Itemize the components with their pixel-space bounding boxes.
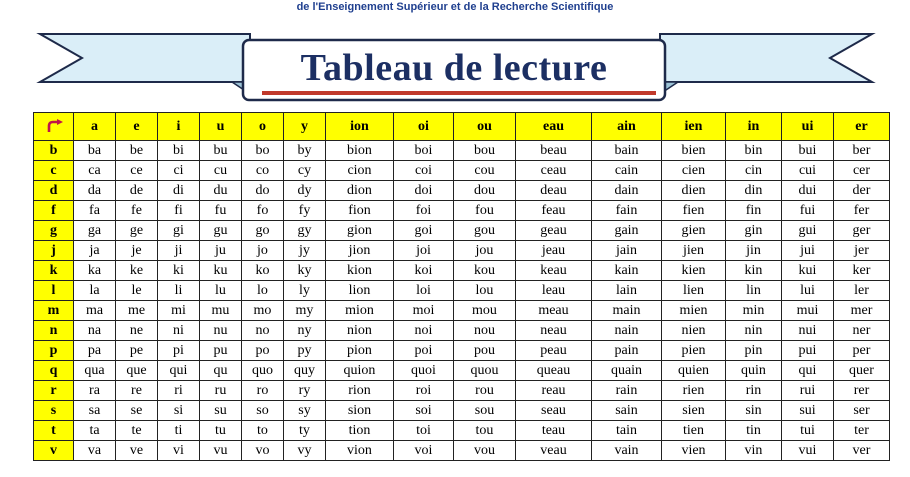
consonant-header: r bbox=[34, 381, 74, 401]
syllable-cell: sa bbox=[74, 401, 116, 421]
syllable-cell: jy bbox=[284, 241, 326, 261]
consonant-header: p bbox=[34, 341, 74, 361]
syllable-cell: bain bbox=[592, 141, 662, 161]
table-row bbox=[34, 421, 890, 441]
ministry-subtitle: de l'Enseignement Supérieur et de la Recherche Scientifique bbox=[296, 1, 614, 13]
syllable-cell: ta bbox=[74, 421, 116, 441]
syllable-cell: dain bbox=[592, 181, 662, 201]
syllable-cell: quoi bbox=[394, 361, 454, 381]
syllable-cell: fu bbox=[200, 201, 242, 221]
column-header: ion bbox=[326, 113, 394, 141]
syllable-cell: jou bbox=[454, 241, 516, 261]
syllable-cell: tin bbox=[726, 421, 782, 441]
syllable-cell: pi bbox=[158, 341, 200, 361]
syllable-cell: sion bbox=[326, 401, 394, 421]
syllable-cell: ga bbox=[74, 221, 116, 241]
syllable-cell: fain bbox=[592, 201, 662, 221]
syllable-cell: kou bbox=[454, 261, 516, 281]
consonant-header: k bbox=[34, 261, 74, 281]
syllable-cell: je bbox=[116, 241, 158, 261]
syllable-cell: bin bbox=[726, 141, 782, 161]
syllable-cell: beau bbox=[516, 141, 592, 161]
syllable-cell: gou bbox=[454, 221, 516, 241]
syllable-cell: sien bbox=[662, 401, 726, 421]
syllable-cell: fion bbox=[326, 201, 394, 221]
syllable-cell: ve bbox=[116, 441, 158, 461]
syllable-cell: cin bbox=[726, 161, 782, 181]
syllable-cell: ser bbox=[834, 401, 890, 421]
syllable-cell: gui bbox=[782, 221, 834, 241]
syllable-cell: cer bbox=[834, 161, 890, 181]
syllable-cell: fien bbox=[662, 201, 726, 221]
syllable-cell: gu bbox=[200, 221, 242, 241]
title-underline bbox=[262, 91, 656, 95]
syllable-cell: vion bbox=[326, 441, 394, 461]
syllable-cell: by bbox=[284, 141, 326, 161]
syllable-cell: moi bbox=[394, 301, 454, 321]
column-header: u bbox=[200, 113, 242, 141]
syllable-cell: pou bbox=[454, 341, 516, 361]
syllable-cell: do bbox=[242, 181, 284, 201]
column-header: e bbox=[116, 113, 158, 141]
syllable-cell: per bbox=[834, 341, 890, 361]
syllable-cell: lu bbox=[200, 281, 242, 301]
consonant-header: b bbox=[34, 141, 74, 161]
syllable-cell: qu bbox=[200, 361, 242, 381]
syllable-cell: dou bbox=[454, 181, 516, 201]
table-row bbox=[34, 401, 890, 421]
syllable-cell: ti bbox=[158, 421, 200, 441]
syllable-cell: ku bbox=[200, 261, 242, 281]
syllable-cell: lion bbox=[326, 281, 394, 301]
return-arrow-icon bbox=[44, 119, 64, 135]
syllable-cell: ja bbox=[74, 241, 116, 261]
syllable-cell: fi bbox=[158, 201, 200, 221]
syllable-cell: dui bbox=[782, 181, 834, 201]
syllable-cell: neau bbox=[516, 321, 592, 341]
syllable-cell: ru bbox=[200, 381, 242, 401]
column-header: ui bbox=[782, 113, 834, 141]
syllable-cell: kion bbox=[326, 261, 394, 281]
syllable-cell: noi bbox=[394, 321, 454, 341]
syllable-cell: joi bbox=[394, 241, 454, 261]
syllable-cell: be bbox=[116, 141, 158, 161]
consonant-header: c bbox=[34, 161, 74, 181]
syllable-cell: jer bbox=[834, 241, 890, 261]
syllable-cell: co bbox=[242, 161, 284, 181]
syllable-cell: ca bbox=[74, 161, 116, 181]
syllable-cell: rou bbox=[454, 381, 516, 401]
syllable-cell: fy bbox=[284, 201, 326, 221]
syllable-cell: vo bbox=[242, 441, 284, 461]
syllable-cell: tion bbox=[326, 421, 394, 441]
syllable-cell: boi bbox=[394, 141, 454, 161]
syllable-cell: pin bbox=[726, 341, 782, 361]
syllable-cell: kien bbox=[662, 261, 726, 281]
syllable-cell: de bbox=[116, 181, 158, 201]
syllable-cell: ker bbox=[834, 261, 890, 281]
syllable-cell: ger bbox=[834, 221, 890, 241]
syllable-cell: ne bbox=[116, 321, 158, 341]
syllable-cell: kin bbox=[726, 261, 782, 281]
syllable-cell: bou bbox=[454, 141, 516, 161]
syllable-cell: ber bbox=[834, 141, 890, 161]
syllable-cell: quin bbox=[726, 361, 782, 381]
syllable-cell: ry bbox=[284, 381, 326, 401]
syllable-cell: feau bbox=[516, 201, 592, 221]
syllable-cell: quien bbox=[662, 361, 726, 381]
syllable-cell: qui bbox=[782, 361, 834, 381]
syllable-cell: va bbox=[74, 441, 116, 461]
consonant-header: s bbox=[34, 401, 74, 421]
syllable-cell: nu bbox=[200, 321, 242, 341]
syllable-cell: cui bbox=[782, 161, 834, 181]
page-title: Tableau de lecture bbox=[300, 47, 608, 89]
syllable-cell: da bbox=[74, 181, 116, 201]
syllable-cell: te bbox=[116, 421, 158, 441]
syllable-cell: jui bbox=[782, 241, 834, 261]
syllable-cell: peau bbox=[516, 341, 592, 361]
table-row bbox=[34, 441, 890, 461]
syllable-cell: cain bbox=[592, 161, 662, 181]
syllable-cell: der bbox=[834, 181, 890, 201]
syllable-cell: dien bbox=[662, 181, 726, 201]
table-row bbox=[34, 361, 890, 381]
syllable-cell: vou bbox=[454, 441, 516, 461]
syllable-cell: le bbox=[116, 281, 158, 301]
syllable-cell: mo bbox=[242, 301, 284, 321]
syllable-cell: bo bbox=[242, 141, 284, 161]
syllable-cell: ni bbox=[158, 321, 200, 341]
syllable-cell: cien bbox=[662, 161, 726, 181]
syllable-cell: ko bbox=[242, 261, 284, 281]
consonant-header: m bbox=[34, 301, 74, 321]
syllable-cell: vien bbox=[662, 441, 726, 461]
syllable-cell: rer bbox=[834, 381, 890, 401]
column-header: y bbox=[284, 113, 326, 141]
syllable-cell: fer bbox=[834, 201, 890, 221]
corner-cell bbox=[34, 113, 74, 141]
syllable-cell: gin bbox=[726, 221, 782, 241]
syllable-cell: rion bbox=[326, 381, 394, 401]
syllable-cell: kui bbox=[782, 261, 834, 281]
syllable-cell: teau bbox=[516, 421, 592, 441]
column-header: er bbox=[834, 113, 890, 141]
syllable-cell: pien bbox=[662, 341, 726, 361]
column-header: in bbox=[726, 113, 782, 141]
syllable-cell: so bbox=[242, 401, 284, 421]
syllable-cell: ner bbox=[834, 321, 890, 341]
syllable-cell: fou bbox=[454, 201, 516, 221]
syllable-cell: lien bbox=[662, 281, 726, 301]
syllable-cell: quion bbox=[326, 361, 394, 381]
syllable-cell: la bbox=[74, 281, 116, 301]
syllable-cell: me bbox=[116, 301, 158, 321]
syllable-cell: veau bbox=[516, 441, 592, 461]
syllable-cell: ka bbox=[74, 261, 116, 281]
syllable-cell: que bbox=[116, 361, 158, 381]
syllable-cell: mou bbox=[454, 301, 516, 321]
syllable-cell: jin bbox=[726, 241, 782, 261]
syllable-cell: tui bbox=[782, 421, 834, 441]
syllable-cell: se bbox=[116, 401, 158, 421]
syllable-cell: pa bbox=[74, 341, 116, 361]
syllable-cell: vi bbox=[158, 441, 200, 461]
syllable-cell: quer bbox=[834, 361, 890, 381]
syllable-cell: soi bbox=[394, 401, 454, 421]
syllable-cell: si bbox=[158, 401, 200, 421]
syllable-cell: ky bbox=[284, 261, 326, 281]
syllable-cell: gien bbox=[662, 221, 726, 241]
syllable-cell: pion bbox=[326, 341, 394, 361]
syllable-cell: du bbox=[200, 181, 242, 201]
syllable-cell: goi bbox=[394, 221, 454, 241]
syllable-cell: bien bbox=[662, 141, 726, 161]
syllable-cell: to bbox=[242, 421, 284, 441]
syllable-cell: ri bbox=[158, 381, 200, 401]
syllable-cell: vy bbox=[284, 441, 326, 461]
table-row bbox=[34, 141, 890, 161]
syllable-cell: quou bbox=[454, 361, 516, 381]
syllable-cell: jo bbox=[242, 241, 284, 261]
consonant-header: n bbox=[34, 321, 74, 341]
syllable-cell: din bbox=[726, 181, 782, 201]
syllable-cell: po bbox=[242, 341, 284, 361]
syllable-cell: tu bbox=[200, 421, 242, 441]
syllable-cell: vu bbox=[200, 441, 242, 461]
syllable-cell: nien bbox=[662, 321, 726, 341]
syllable-cell: queau bbox=[516, 361, 592, 381]
consonant-header: g bbox=[34, 221, 74, 241]
column-header: ou bbox=[454, 113, 516, 141]
syllable-cell: tain bbox=[592, 421, 662, 441]
syllable-cell: bui bbox=[782, 141, 834, 161]
vowel-header-row bbox=[34, 113, 890, 141]
syllable-cell: bi bbox=[158, 141, 200, 161]
consonant-header: f bbox=[34, 201, 74, 221]
column-header: i bbox=[158, 113, 200, 141]
syllable-cell: jeau bbox=[516, 241, 592, 261]
syllable-cell: bu bbox=[200, 141, 242, 161]
syllable-cell: poi bbox=[394, 341, 454, 361]
syllable-cell: di bbox=[158, 181, 200, 201]
syllable-cell: koi bbox=[394, 261, 454, 281]
syllable-cell: nion bbox=[326, 321, 394, 341]
syllable-cell: mi bbox=[158, 301, 200, 321]
syllable-cell: vain bbox=[592, 441, 662, 461]
syllable-cell: rien bbox=[662, 381, 726, 401]
syllable-cell: su bbox=[200, 401, 242, 421]
syllable-cell: sy bbox=[284, 401, 326, 421]
syllable-cell: sin bbox=[726, 401, 782, 421]
syllable-cell: ji bbox=[158, 241, 200, 261]
syllable-cell: no bbox=[242, 321, 284, 341]
table-row bbox=[34, 381, 890, 401]
consonant-header: v bbox=[34, 441, 74, 461]
syllable-cell: fe bbox=[116, 201, 158, 221]
syllable-cell: fin bbox=[726, 201, 782, 221]
syllable-cell: bion bbox=[326, 141, 394, 161]
syllable-cell: main bbox=[592, 301, 662, 321]
syllable-cell: vin bbox=[726, 441, 782, 461]
syllable-cell: ke bbox=[116, 261, 158, 281]
reading-table bbox=[33, 112, 890, 461]
syllable-cell: roi bbox=[394, 381, 454, 401]
consonant-header: l bbox=[34, 281, 74, 301]
syllable-cell: kain bbox=[592, 261, 662, 281]
syllable-cell: go bbox=[242, 221, 284, 241]
syllable-cell: reau bbox=[516, 381, 592, 401]
syllable-cell: min bbox=[726, 301, 782, 321]
syllable-cell: ci bbox=[158, 161, 200, 181]
table-row bbox=[34, 281, 890, 301]
syllable-cell: pui bbox=[782, 341, 834, 361]
table-row bbox=[34, 161, 890, 181]
table-row bbox=[34, 301, 890, 321]
syllable-cell: li bbox=[158, 281, 200, 301]
syllable-cell: lain bbox=[592, 281, 662, 301]
syllable-cell: ge bbox=[116, 221, 158, 241]
syllable-cell: gi bbox=[158, 221, 200, 241]
syllable-cell: mien bbox=[662, 301, 726, 321]
syllable-cell: ba bbox=[74, 141, 116, 161]
table-row bbox=[34, 181, 890, 201]
syllable-cell: fui bbox=[782, 201, 834, 221]
consonant-header: d bbox=[34, 181, 74, 201]
consonant-header: q bbox=[34, 361, 74, 381]
column-header: oi bbox=[394, 113, 454, 141]
syllable-cell: foi bbox=[394, 201, 454, 221]
syllable-cell: lo bbox=[242, 281, 284, 301]
syllable-cell: fa bbox=[74, 201, 116, 221]
syllable-cell: cion bbox=[326, 161, 394, 181]
syllable-cell: seau bbox=[516, 401, 592, 421]
syllable-cell: sui bbox=[782, 401, 834, 421]
syllable-cell: deau bbox=[516, 181, 592, 201]
syllable-cell: geau bbox=[516, 221, 592, 241]
syllable-cell: mion bbox=[326, 301, 394, 321]
syllable-cell: ver bbox=[834, 441, 890, 461]
table-row bbox=[34, 321, 890, 341]
table-row bbox=[34, 221, 890, 241]
syllable-cell: ny bbox=[284, 321, 326, 341]
syllable-cell: mu bbox=[200, 301, 242, 321]
syllable-cell: ma bbox=[74, 301, 116, 321]
syllable-cell: coi bbox=[394, 161, 454, 181]
syllable-cell: quain bbox=[592, 361, 662, 381]
syllable-cell: ki bbox=[158, 261, 200, 281]
syllable-cell: lou bbox=[454, 281, 516, 301]
column-header: a bbox=[74, 113, 116, 141]
syllable-cell: meau bbox=[516, 301, 592, 321]
column-header: ien bbox=[662, 113, 726, 141]
consonant-header: t bbox=[34, 421, 74, 441]
syllable-cell: pe bbox=[116, 341, 158, 361]
syllable-cell: my bbox=[284, 301, 326, 321]
syllable-cell: ra bbox=[74, 381, 116, 401]
syllable-cell: mui bbox=[782, 301, 834, 321]
syllable-cell: dy bbox=[284, 181, 326, 201]
syllable-cell: quo bbox=[242, 361, 284, 381]
table-row bbox=[34, 241, 890, 261]
syllable-cell: cou bbox=[454, 161, 516, 181]
syllable-cell: jain bbox=[592, 241, 662, 261]
syllable-cell: voi bbox=[394, 441, 454, 461]
syllable-cell: dion bbox=[326, 181, 394, 201]
syllable-cell: ro bbox=[242, 381, 284, 401]
table-row bbox=[34, 201, 890, 221]
syllable-cell: quy bbox=[284, 361, 326, 381]
syllable-cell: nui bbox=[782, 321, 834, 341]
syllable-cell: doi bbox=[394, 181, 454, 201]
syllable-cell: nin bbox=[726, 321, 782, 341]
syllable-cell: qui bbox=[158, 361, 200, 381]
syllable-cell: nou bbox=[454, 321, 516, 341]
syllable-cell: ty bbox=[284, 421, 326, 441]
syllable-cell: fo bbox=[242, 201, 284, 221]
syllable-cell: qua bbox=[74, 361, 116, 381]
syllable-cell: rui bbox=[782, 381, 834, 401]
syllable-cell: vui bbox=[782, 441, 834, 461]
syllable-cell: sou bbox=[454, 401, 516, 421]
syllable-cell: re bbox=[116, 381, 158, 401]
syllable-cell: pain bbox=[592, 341, 662, 361]
syllable-cell: gain bbox=[592, 221, 662, 241]
syllable-cell: nain bbox=[592, 321, 662, 341]
syllable-cell: ce bbox=[116, 161, 158, 181]
syllable-cell: leau bbox=[516, 281, 592, 301]
syllable-cell: cy bbox=[284, 161, 326, 181]
syllable-cell: jien bbox=[662, 241, 726, 261]
table-row bbox=[34, 341, 890, 361]
syllable-cell: pu bbox=[200, 341, 242, 361]
syllable-cell: rin bbox=[726, 381, 782, 401]
syllable-cell: gy bbox=[284, 221, 326, 241]
syllable-cell: ter bbox=[834, 421, 890, 441]
syllable-cell: lui bbox=[782, 281, 834, 301]
column-header: eau bbox=[516, 113, 592, 141]
consonant-header: j bbox=[34, 241, 74, 261]
syllable-cell: toi bbox=[394, 421, 454, 441]
syllable-cell: cu bbox=[200, 161, 242, 181]
syllable-cell: py bbox=[284, 341, 326, 361]
syllable-cell: rain bbox=[592, 381, 662, 401]
syllable-cell: loi bbox=[394, 281, 454, 301]
table-row bbox=[34, 261, 890, 281]
syllable-cell: ju bbox=[200, 241, 242, 261]
syllable-cell: ly bbox=[284, 281, 326, 301]
syllable-cell: ceau bbox=[516, 161, 592, 181]
column-header: ain bbox=[592, 113, 662, 141]
syllable-cell: keau bbox=[516, 261, 592, 281]
syllable-cell: na bbox=[74, 321, 116, 341]
column-header: o bbox=[242, 113, 284, 141]
syllable-cell: sain bbox=[592, 401, 662, 421]
syllable-cell: tou bbox=[454, 421, 516, 441]
syllable-cell: jion bbox=[326, 241, 394, 261]
syllable-cell: tien bbox=[662, 421, 726, 441]
syllable-cell: mer bbox=[834, 301, 890, 321]
syllable-cell: ler bbox=[834, 281, 890, 301]
syllable-cell: gion bbox=[326, 221, 394, 241]
syllable-cell: lin bbox=[726, 281, 782, 301]
